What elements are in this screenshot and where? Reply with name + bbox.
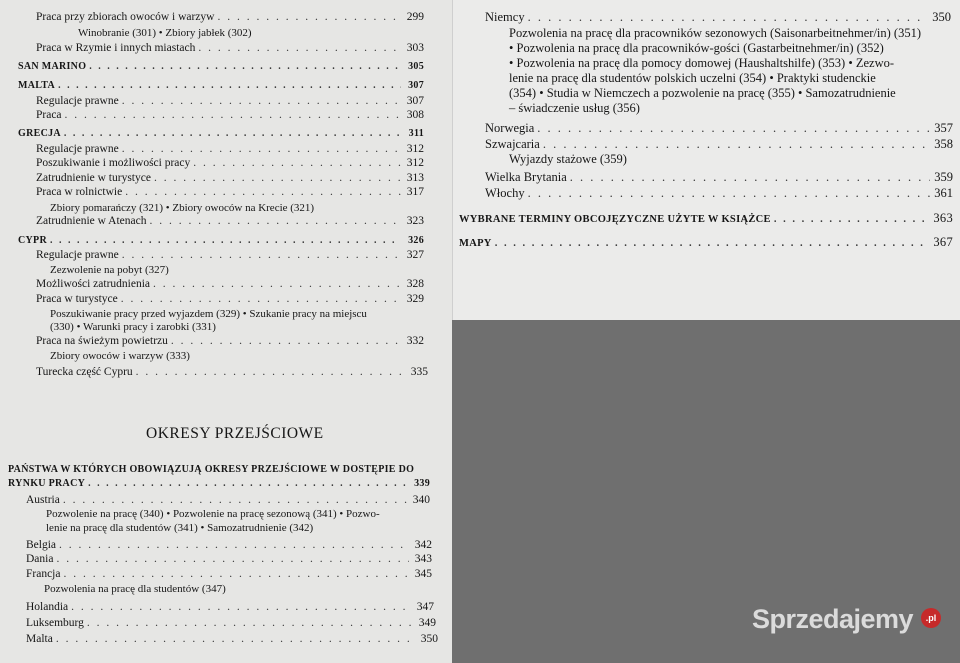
toc-subentries: Wyjazdy stażowe (359) [509, 152, 627, 166]
toc-country: CYPR . . . 326 [18, 234, 424, 248]
toc-entry: Niemcy . . . 350 [485, 10, 951, 26]
toc-entry: Belgia . . . 342 [26, 538, 432, 552]
toc-entry: Praca przy zbiorach owoców i warzyw . . . 299 [36, 10, 424, 24]
toc-entry: Dania . . . 343 [26, 552, 432, 566]
toc-section-title: PAŃSTWA W KTÓRYCH OBOWIĄZUJĄ OKRESY PRZEJŚCIOWE W DOSTĘPIE DO [8, 464, 415, 475]
toc-section: RYNKU PRACY . . . 339 [8, 477, 430, 491]
toc-entry: Luksemburg . . . 349 [26, 616, 436, 630]
toc-section: MAPY . . . 367 [459, 235, 953, 252]
toc-subentries: (330) • Warunki pracy i zarobki (331) [50, 321, 216, 333]
left-page [0, 0, 452, 663]
toc-entry: Włochy . . . 361 [485, 186, 953, 202]
toc-country: SAN MARINO . . . 305 [18, 60, 424, 74]
section-heading: OKRESY PRZEJŚCIOWE [146, 425, 324, 442]
toc-entry: Regulacje prawne . . . 312 [36, 142, 424, 156]
toc-subentries: (354) • Studia w Niemczech a pozwolenie na pracę (355) • Samozatrudnienie [509, 86, 896, 100]
toc-subentries: Poszukiwanie pracy przed wyjazdem (329) • Szukanie pracy na miejscu [50, 308, 367, 320]
toc-subentries: Winobranie (301) • Zbiory jabłek (302) [78, 27, 252, 39]
toc-entry: Austria . . . 340 [26, 493, 430, 507]
toc-entry: Praca w rolnictwie . . . 317 [36, 185, 424, 199]
toc-subentries: • Pozwolenia na pracę dla pomocy domowej (Haushaltshilfe) (353) • Zezwo- [509, 56, 895, 70]
toc-entry: Praca . . . 308 [36, 108, 424, 122]
toc-subentries: Pozwolenie na pracę (340) • Pozwolenie na pracę sezonową (341) • Pozwo- [46, 508, 380, 520]
toc-section: WYBRANE TERMINY OBCOJĘZYCZNE UŻYTE W KSIĄŻCE . . . 363 [459, 211, 953, 228]
toc-entry: Wielka Brytania . . . 359 [485, 170, 953, 186]
toc-entry: Praca na świeżym powietrzu . . . 332 [36, 334, 424, 348]
toc-subentries: Zezwolenie na pobyt (327) [50, 264, 169, 276]
toc-country: MALTA . . . 307 [18, 79, 424, 93]
toc-entry: Malta . . . 350 [26, 632, 438, 646]
toc-subentries: lenie na pracę dla studentów (341) • Samozatrudnienie (342) [46, 522, 314, 534]
toc-subentries: Zbiory owoców i warzyw (333) [50, 350, 190, 362]
watermark-logo: Sprzedajemy [752, 604, 914, 634]
toc-entry: Szwajcaria . . . 358 [485, 137, 953, 153]
toc-subentries: lenie na pracę dla studentów polskich uczelni (354) • Praktyki studenckie [509, 71, 876, 85]
toc-entry: Zatrudnienie w turystyce . . . 313 [36, 171, 424, 185]
toc-entry: Praca w Rzymie i innych miastach . . . 303 [36, 41, 424, 55]
toc-entry: Poszukiwanie i możliwości pracy . . . 312 [36, 156, 424, 170]
toc-entry: Holandia . . . 347 [26, 600, 434, 614]
toc-entry: Regulacje prawne . . . 307 [36, 94, 424, 108]
toc-entry: Norwegia . . . 357 [485, 121, 953, 137]
right-page [452, 0, 960, 320]
toc-subentries: • Pozwolenia na pracę dla pracowników-gości (Gastarbeitnehmer/in) (352) [509, 41, 884, 55]
toc-entry: Zatrudnienie w Atenach . . . 323 [36, 214, 424, 228]
toc-entry: Turecka część Cypru . . . 335 [36, 365, 428, 379]
watermark-badge: .pl [921, 608, 941, 628]
toc-subentries: Zbiory pomarańczy (321) • Zbiory owoców na Krecie (321) [50, 202, 315, 214]
toc-entry: Francja . . . 345 [26, 567, 432, 581]
toc-subentries: Pozwolenia na pracę dla studentów (347) [44, 583, 226, 595]
toc-subentries: Pozwolenia na pracę dla pracowników sezonowych (Saisonarbeitnehmer/in) (351) [509, 26, 922, 40]
toc-country: GRECJA . . . 311 [18, 127, 424, 141]
toc-entry: Możliwości zatrudnienia . . . 328 [36, 277, 424, 291]
toc-subentries: – świadczenie usług (356) [509, 101, 640, 115]
toc-entry: Praca w turystyce . . . 329 [36, 292, 424, 306]
toc-entry: Regulacje prawne . . . 327 [36, 248, 424, 262]
